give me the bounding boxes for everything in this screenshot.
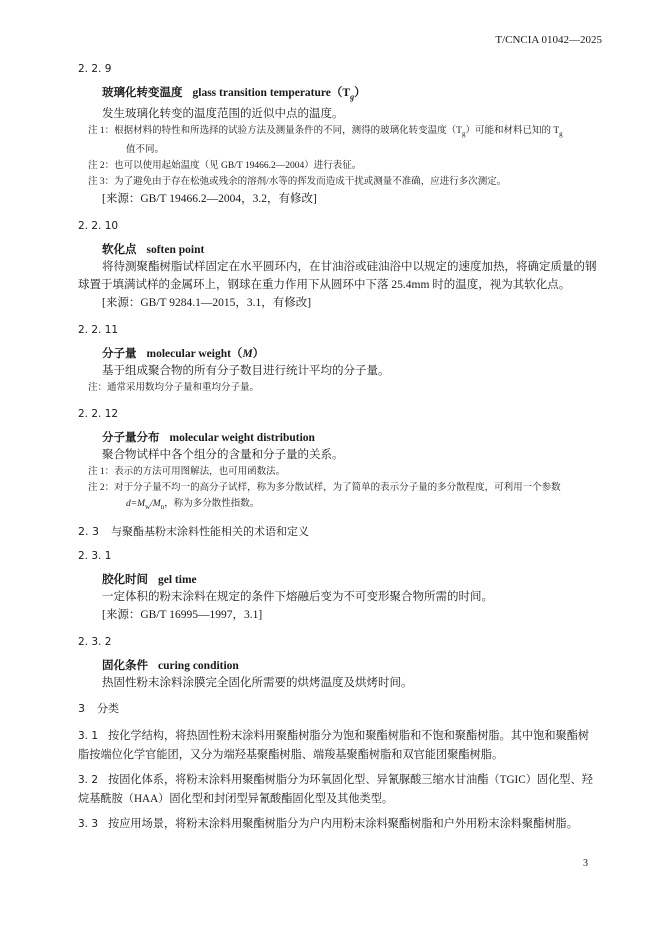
section-heading: 3 分类 — [78, 702, 119, 716]
source-reference: [来源：GB/T 9284.1—2015，3.1，有修改] — [102, 297, 312, 310]
term-en: gel time — [158, 574, 197, 587]
term-zh: 分子量分布 — [102, 432, 160, 445]
note: 注 3：为了避免由于存在松弛或残余的溶剂/水等的挥发而造成干扰或测量不准确，应进行多次测定。 — [88, 177, 507, 188]
clause-paragraph: 3. 2 按固化体系，将粉末涂料用聚酯树脂分为环氧固化型、异氰脲酸三缩水甘油酯（TGIC）固化型、羟烷基酰胺（HAA）固化型和封闭型异氰酸酯固化型及其他类型。 — [78, 774, 593, 806]
source-reference: [来源：GB/T 19466.2—2004，3.2，有修改] — [102, 193, 317, 206]
term-zh: 软化点 — [102, 244, 137, 257]
document-header: T/CNCIA 01042—2025 — [495, 34, 602, 46]
term-definition: 基于组成聚合物的所有分子数目进行统计平均的分子量。 — [102, 365, 390, 378]
term-zh: 分子量 — [102, 348, 137, 361]
clause-number: 2. 3. 2 — [78, 636, 112, 649]
source-reference: [来源：GB/T 16995—1997，3.1] — [102, 609, 263, 622]
term-heading — [78, 572, 598, 588]
clause-number: 2. 2. 9 — [78, 63, 112, 75]
term-definition: 一定体积的粉末涂料在规定的条件下熔融后变为不可变形聚合物所需的时间。 — [102, 591, 493, 604]
term-heading — [78, 346, 598, 362]
term-heading — [78, 242, 598, 258]
term-en: curing condition — [158, 660, 239, 673]
term-en: molecular weight distribution — [169, 432, 315, 445]
clause-number: 2. 2. 11 — [78, 324, 119, 337]
term-definition: 热固性粉末涂料涂膜完全固化所需要的烘烤温度及烘烤时间。 — [102, 677, 413, 690]
term-heading — [78, 658, 598, 674]
note: 注：通常采用数均分子量和重均分子量。 — [88, 383, 260, 394]
clause-paragraph: 3. 3 按应用场景，将粉末涂料用聚酯树脂分为户内用粉末涂料聚酯树脂和户外用粉末涂料聚酯树脂。 — [78, 818, 578, 831]
note-continuation: $d=M_w/M_n$，称为多分散性指数。 — [126, 499, 260, 512]
term-zh: 胶化时间 — [102, 574, 148, 587]
term-definition: 发生玻璃化转变的温度范围的近似中点的温度。 — [102, 108, 344, 121]
term-definition: 将待测聚酯树脂试样固定在水平圆环内，在甘油浴或硅油浴中以规定的速度加热，将确定质量的钢球置于填满试样的金属环上，钢球在重力作用下从圆环中下落 25.4mm 时的温度，视为其软化点。 — [78, 261, 597, 292]
clause-number: 2. 3. 1 — [78, 550, 112, 563]
document-body — [78, 62, 598, 834]
term-en: glass transition $temperature(T_g)$ — [192, 87, 366, 102]
section-heading: 2. 3 与聚酯基粉末涂料性能相关的术语和定义 — [78, 525, 309, 539]
term-heading — [78, 430, 598, 446]
note: 注 1：根据材料的特性和所选择的试验方法及测量条件的不同，测得的玻璃化转变温度$(T_g)$可能和材料已知的 $T_g$ — [88, 126, 563, 139]
note: 注 2：对于分子量不均一的高分子试样，称为多分散试样，为了简单的表示分子量的多分散程度，可利用一个参数 — [88, 483, 561, 494]
clause-number: 2. 2. 12 — [78, 408, 119, 421]
term-heading — [78, 85, 598, 105]
note-continuation: 值不同。 — [126, 145, 165, 156]
term-zh: 固化条件 — [102, 660, 148, 673]
term-en: soften point — [146, 244, 205, 257]
term-en: molecular weight（M） — [146, 348, 265, 361]
note: 注 1：表示的方法可用图解法，也可用函数法。 — [88, 467, 286, 478]
term-definition: 聚合物试样中各个组分的含量和分子量的关系。 — [102, 449, 344, 462]
page-number: 3 — [583, 858, 588, 869]
term-zh: 玻璃化转变温度 — [102, 87, 183, 99]
clause-paragraph: 3. 1 按化学结构，将热固性粉末涂料用聚酯树脂分为饱和聚酯树脂和不饱和聚酯树脂。其中饱和聚酯树脂按端位化学官能团，又分为端羟基聚酯树脂、端羧基聚酯树脂和双官能团聚酯树脂。 — [78, 730, 590, 762]
clause-number: 2. 2. 10 — [78, 220, 119, 233]
note: 注 2：也可以使用起始温度（见 GB/T 19466.2—2004）进行表征。 — [88, 161, 362, 172]
